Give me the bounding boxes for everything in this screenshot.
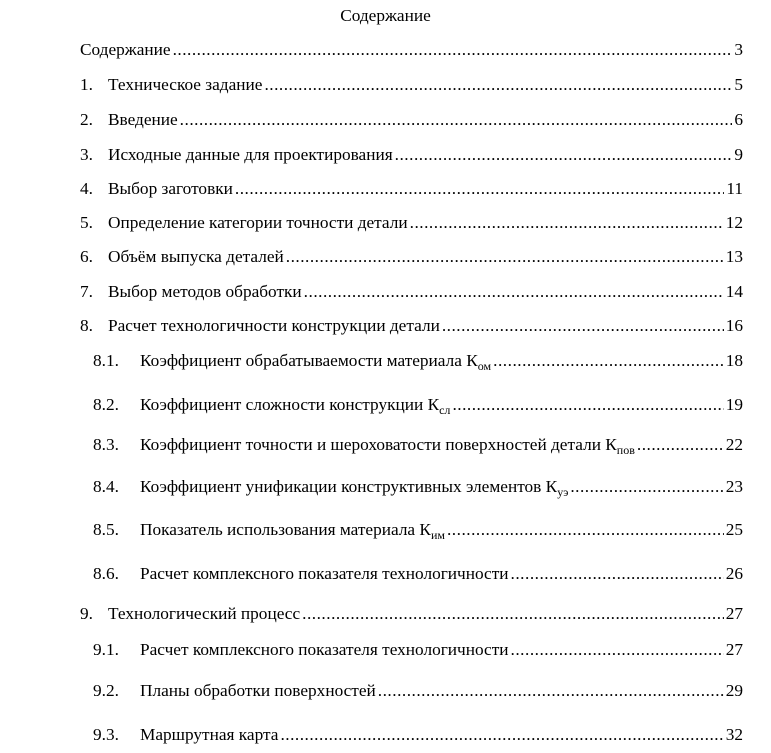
toc-entry-text: Содержание <box>80 40 171 59</box>
toc-entry-text: Техническое задание <box>108 75 263 94</box>
toc-entry-page: 13 <box>725 247 743 266</box>
toc-entry-page: 29 <box>725 681 743 700</box>
toc-entry-page: 23 <box>725 477 743 496</box>
toc-entry[interactable] <box>93 477 743 499</box>
toc-entry-text: Показатель использования материала К <box>140 520 431 539</box>
dot-leader <box>304 282 724 302</box>
toc-entry-text: Выбор заготовки <box>108 179 233 198</box>
toc-entry-number: 7. <box>80 282 93 301</box>
toc-entry-subscript: ом <box>477 359 492 373</box>
toc-entry-title[interactable] <box>80 40 171 60</box>
toc-entry[interactable] <box>80 40 743 62</box>
toc-entry-page: 12 <box>725 213 743 232</box>
toc-entry-number: 5. <box>80 213 93 232</box>
toc-entry-page: 14 <box>725 282 743 301</box>
toc-entry[interactable] <box>93 681 743 703</box>
toc-entry-text: Исходные данные для проектирования <box>108 145 393 164</box>
toc-entry-title[interactable] <box>108 604 300 624</box>
toc-entry-text: Планы обработки поверхностей <box>140 681 376 700</box>
dot-leader <box>286 247 724 267</box>
toc-entry-page: 6 <box>734 110 743 129</box>
toc-entry-number: 9.2. <box>93 681 119 700</box>
toc-entry-text: Объём выпуска деталей <box>108 247 284 266</box>
dot-leader <box>302 604 724 624</box>
toc-entry-title[interactable] <box>108 247 284 267</box>
toc-entry-subscript: уэ <box>557 485 569 499</box>
toc-entry-text: Коэффициент унификации конструктивных элементов К <box>140 477 558 496</box>
toc-entry-number: 9.3. <box>93 725 119 744</box>
dot-leader <box>378 681 724 701</box>
toc-entry-text: Маршрутная карта <box>140 725 279 744</box>
toc-entry-text: Выбор методов обработки <box>108 282 302 301</box>
toc-entry[interactable] <box>80 282 743 304</box>
dot-leader <box>442 316 724 336</box>
toc-entry-text: Коэффициент обрабатываемости материала К <box>140 351 478 370</box>
toc-entry-page: 25 <box>725 520 743 539</box>
toc-entry-number: 3. <box>80 145 93 164</box>
toc-entry-number: 8.3. <box>93 435 119 454</box>
dot-leader <box>264 75 732 95</box>
toc-entry-title[interactable] <box>108 213 408 233</box>
dot-leader <box>511 640 724 660</box>
toc-entry-title[interactable] <box>140 564 509 584</box>
dot-leader <box>235 179 724 199</box>
toc-entry-title[interactable] <box>140 477 568 497</box>
toc-entry[interactable] <box>93 564 743 586</box>
toc-entry[interactable] <box>93 435 743 457</box>
toc-entry-text: Коэффициент сложности конструкции К <box>140 395 440 414</box>
toc-entry-title[interactable] <box>140 520 445 540</box>
toc-entry-title[interactable] <box>140 395 450 415</box>
toc-entry[interactable] <box>93 640 743 662</box>
toc-entry[interactable] <box>80 316 743 338</box>
toc-entry-page: 18 <box>725 351 743 370</box>
dot-leader <box>410 213 724 233</box>
toc-entry-number: 6. <box>80 247 93 266</box>
toc-entry-number: 2. <box>80 110 93 129</box>
toc-entry-title[interactable] <box>108 316 440 336</box>
toc-entry-text: Расчет технологичности конструкции детали <box>108 316 440 335</box>
toc-entry-title[interactable] <box>140 435 635 455</box>
dot-leader <box>173 40 733 60</box>
toc-entry-text: Технологический процесс <box>108 604 301 623</box>
toc-entry[interactable] <box>80 179 743 201</box>
dot-leader <box>395 145 733 165</box>
toc-entry-number: 8.2. <box>93 395 119 414</box>
toc-entry[interactable] <box>80 110 743 132</box>
toc-entry-page: 32 <box>725 725 743 744</box>
toc-entry-page: 11 <box>726 179 743 198</box>
toc-entry-title[interactable] <box>140 681 376 701</box>
toc-entry-number: 9.1. <box>93 640 119 659</box>
toc-entry[interactable] <box>80 145 743 167</box>
dot-leader <box>637 435 724 455</box>
dot-leader <box>511 564 724 584</box>
toc-entry[interactable] <box>93 520 743 542</box>
toc-entry-number: 8. <box>80 316 93 335</box>
toc-entry-text: Расчет комплексного показателя технологичности <box>140 640 509 659</box>
toc-entry-title[interactable] <box>108 75 262 95</box>
toc-entry-page: 16 <box>725 316 743 335</box>
toc-entry-number: 1. <box>80 75 93 94</box>
toc-entry-number: 8.1. <box>93 351 119 370</box>
toc-entry[interactable] <box>80 75 743 97</box>
toc-entry-subscript: сл <box>439 403 451 417</box>
toc-entry-subscript: им <box>430 528 445 542</box>
toc-entry-page: 9 <box>734 145 743 164</box>
toc-entry[interactable] <box>93 351 743 373</box>
toc-entry-page: 26 <box>725 564 743 583</box>
toc-heading: Содержание <box>340 6 431 25</box>
toc-entry-page: 5 <box>734 75 743 94</box>
toc-entry-page: 27 <box>725 604 743 623</box>
toc-entry-subscript: пов <box>616 443 635 457</box>
toc-entry[interactable] <box>93 725 743 747</box>
dot-leader <box>447 520 724 540</box>
toc-entry-title[interactable] <box>108 110 178 130</box>
toc-entry-page: 22 <box>725 435 743 454</box>
dot-leader <box>452 395 723 415</box>
toc-entry-page: 3 <box>734 40 743 59</box>
toc-entry-page: 27 <box>725 640 743 659</box>
toc-entry[interactable] <box>80 213 743 235</box>
toc-entry[interactable] <box>93 395 743 417</box>
toc-entry-number: 8.4. <box>93 477 119 496</box>
toc-entry-text: Введение <box>108 110 178 129</box>
toc-entry-number: 4. <box>80 179 93 198</box>
toc-entry-title[interactable] <box>140 725 278 745</box>
toc-entry-number: 8.6. <box>93 564 119 583</box>
toc-entry-text: Расчет комплексного показателя технологичности <box>140 564 509 583</box>
toc-entry-title[interactable] <box>108 145 393 165</box>
toc-entry-title[interactable] <box>140 351 491 371</box>
toc-entry[interactable] <box>80 604 743 626</box>
toc-entry-number: 9. <box>80 604 93 623</box>
dot-leader <box>570 477 723 497</box>
toc-entry-text: Определение категории точности детали <box>108 213 408 232</box>
dot-leader <box>280 725 723 745</box>
toc-entry-number: 8.5. <box>93 520 119 539</box>
toc-entry[interactable] <box>80 247 743 269</box>
toc-entry-text: Коэффициент точности и шероховатости поверхностей детали К <box>140 435 617 454</box>
toc-entry-title[interactable] <box>108 179 233 199</box>
toc-entry-title[interactable] <box>108 282 302 302</box>
toc-entry-page: 19 <box>725 395 743 414</box>
dot-leader <box>493 351 724 371</box>
dot-leader <box>180 110 733 130</box>
toc-entry-title[interactable] <box>140 640 509 660</box>
